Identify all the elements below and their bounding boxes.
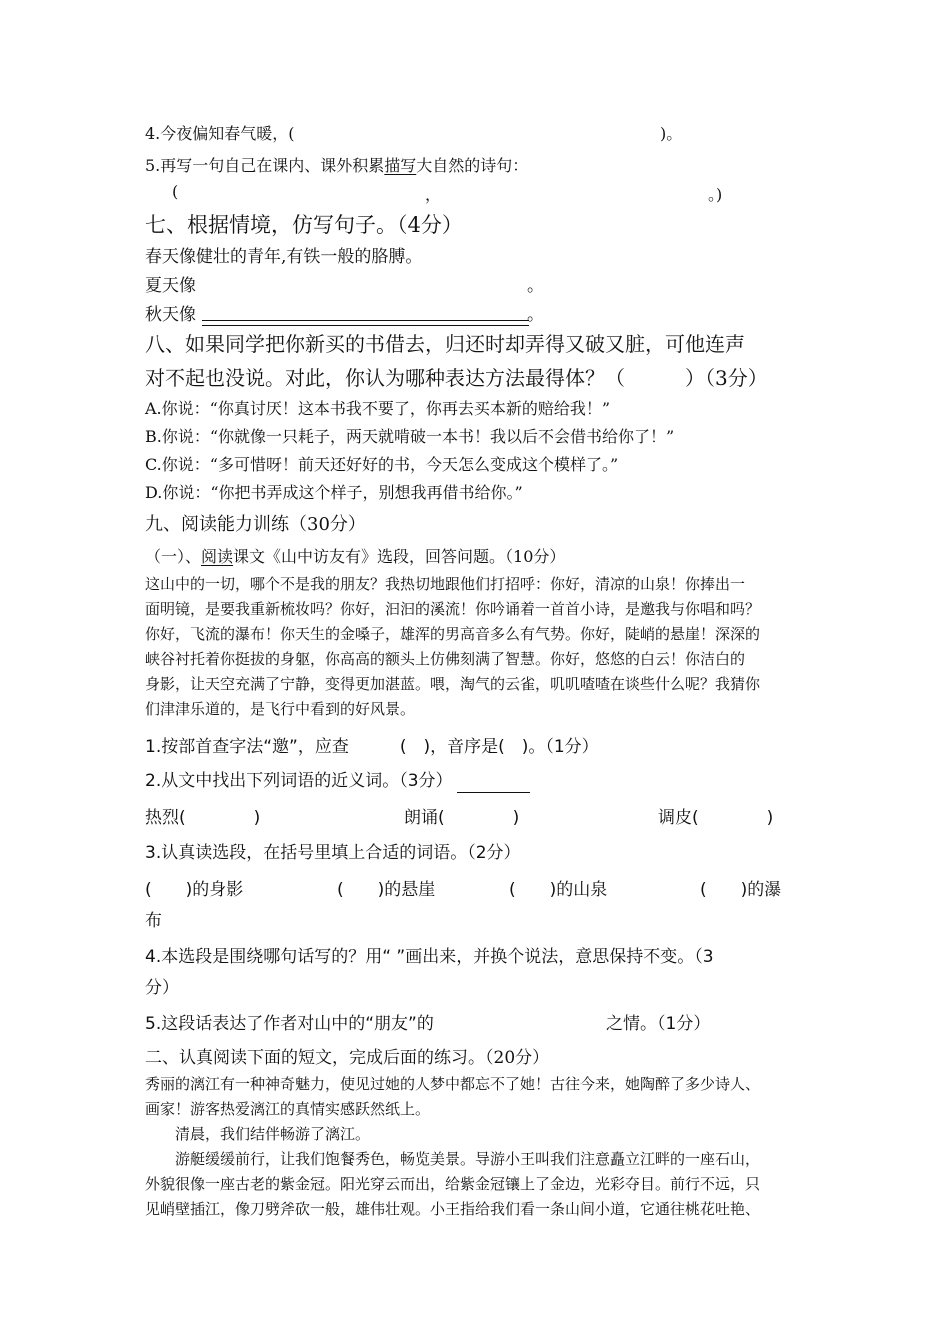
s7-autumn-label: 秋天像	[145, 305, 196, 325]
s9-q2-word-2: 朗诵( )	[404, 808, 520, 828]
section-8-heading-line2: 对不起也没说。对此，你认为哪种表达方法最得体？（ ）（3分）	[145, 366, 768, 390]
part2-line: 游艇缓缓前行，让我们饱餐秀色，畅览美景。导游小王叫我们注意矗立江畔的一座石山，	[145, 1150, 761, 1168]
s9-q3-blank-4: ( )的瀑	[700, 880, 782, 900]
s9-part1-heading	[145, 544, 565, 567]
s9-q5: 5.这段话表达了作者对山中的“朋友”的	[145, 1014, 434, 1034]
s9-q4-line1: 4.本选段是围绕哪句话写的？用“ ”画出来，并换个说法，意思保持不变。（3	[145, 947, 714, 967]
q6-item4	[145, 121, 295, 144]
s7-autumn-end: 。	[527, 305, 544, 325]
q6-item5	[145, 153, 528, 176]
s9-q5-end: 之情。（1分）	[606, 1014, 711, 1034]
s9-q3: 3.认真读选段，在括号里填上合适的词语。（2分）	[145, 843, 521, 863]
s9-q3-blank-3: ( )的山泉	[509, 880, 608, 900]
s9-q2-rule	[457, 792, 530, 793]
section-9-heading: 九、阅读能力训练（30分）	[145, 514, 366, 535]
s7-example: 春天像健壮的青年,有铁一般的胳膊。	[145, 247, 423, 267]
q6-item4-close: )。	[660, 124, 683, 143]
s7-autumn-answer-line-2	[202, 325, 529, 326]
s8-option-d: D.你说：“你把书弄成这个样子，别想我再借书给你。”	[145, 483, 523, 502]
s9-part1-prefix: （一）、	[145, 547, 202, 566]
q6-item5-comma: ，	[425, 185, 442, 204]
s7-summer-label: 夏天像	[145, 276, 196, 296]
passage-line: 面明镜，是要我重新梳妆吗？你好，汩汩的溪流！你吟诵着一首首小诗，是邀我与你唱和吗？	[145, 600, 761, 618]
s9-part1-rest: 课文《山中访友有》选段，回答问题。（10分）	[233, 547, 566, 566]
s8-option-b: B.你说：“你就像一只耗子，两天就啃破一本书！我以后不会借书给你了！”	[145, 427, 675, 446]
q6-item5-open: (	[172, 182, 179, 201]
q6-item5-text-b: 大自然的诗句：	[416, 156, 529, 175]
passage-line: 身影，让天空充满了宁静，变得更加湛蓝。喂，淘气的云雀，叽叽喳喳在谈些什么呢？我猜你	[145, 675, 761, 693]
part2-heading: 二、认真阅读下面的短文，完成后面的练习。（20分）	[145, 1048, 550, 1068]
s9-q3-wrap: 布	[145, 911, 162, 931]
s9-q3-blank-2: ( )的悬崖	[337, 880, 436, 900]
s9-part1-underlined: 阅读	[201, 547, 234, 566]
part2-line: 外貌很像一座古老的紫金冠。阳光穿云而出，给紫金冠镶上了金边，光彩夺目。前行不远，只	[145, 1175, 761, 1193]
passage-line: 你好，飞流的瀑布！你天生的金嗓子，雄浑的男高音多么有气势。你好，陡峭的悬崖！深深的	[145, 625, 761, 643]
s9-q2-word-1: 热烈( )	[145, 808, 261, 828]
passage-line: 们津津乐道的，是飞行中看到的好风景。	[145, 700, 416, 718]
s8-option-c: C.你说：“多可惜呀！前天还好好的书，今天怎么变成这个模样了。”	[145, 455, 619, 474]
s7-autumn-answer-line	[202, 320, 529, 321]
q6-item5-text-a: 5.再写一句自己在课内、课外积累	[145, 156, 385, 175]
part2-line: 画家！游客热爱漓江的真情实感跃然纸上。	[145, 1100, 431, 1118]
q6-item4-text: 4.今夜偏知春气暖，(	[145, 124, 295, 143]
s9-q3-blank-1: ( )的身影	[145, 880, 244, 900]
part2-line: 秀丽的漓江有一种神奇魅力，使见过她的人梦中都忘不了她！古往今来，她陶醉了多少诗人、	[145, 1075, 761, 1093]
s9-q4-line2: 分）	[145, 978, 179, 998]
passage-line: 这山中的一切，哪个不是我的朋友？我热切地跟他们打招呼：你好，清凉的山泉！你捧出一	[145, 575, 746, 593]
s9-q2-word-3: 调皮( )	[658, 808, 774, 828]
q6-item5-end: 。)	[708, 185, 723, 204]
s7-summer-end: 。	[527, 276, 544, 296]
part2-line: 清晨，我们结伴畅游了漓江。	[145, 1125, 371, 1143]
s8-option-a: A.你说：“你真讨厌！这本书我不要了，你再去买本新的赔给我！”	[145, 399, 611, 418]
passage-line: 峡谷衬托着你挺拔的身躯，你高高的额头上仿佛刻满了智慧。你好，悠悠的白云！你洁白的	[145, 650, 746, 668]
q6-item5-underlined: 描写	[384, 156, 417, 175]
s9-q2: 2.从文中找出下列词语的近义词。（3分）	[145, 771, 453, 791]
part2-line: 见峭壁插江，像刀劈斧砍一般，雄伟壮观。小王指给我们看一条山间小道，它通往桃花吐艳、	[145, 1200, 761, 1218]
section-7-heading: 七、根据情境，仿写句子。（4分）	[145, 213, 463, 237]
s9-q1: 1.按部首查字法“邀”，应查 ( )，音序是( )。（1分）	[145, 737, 599, 757]
section-8-heading-line1: 八、如果同学把你新买的书借去，归还时却弄得又破又脏，可他连声	[145, 332, 745, 356]
